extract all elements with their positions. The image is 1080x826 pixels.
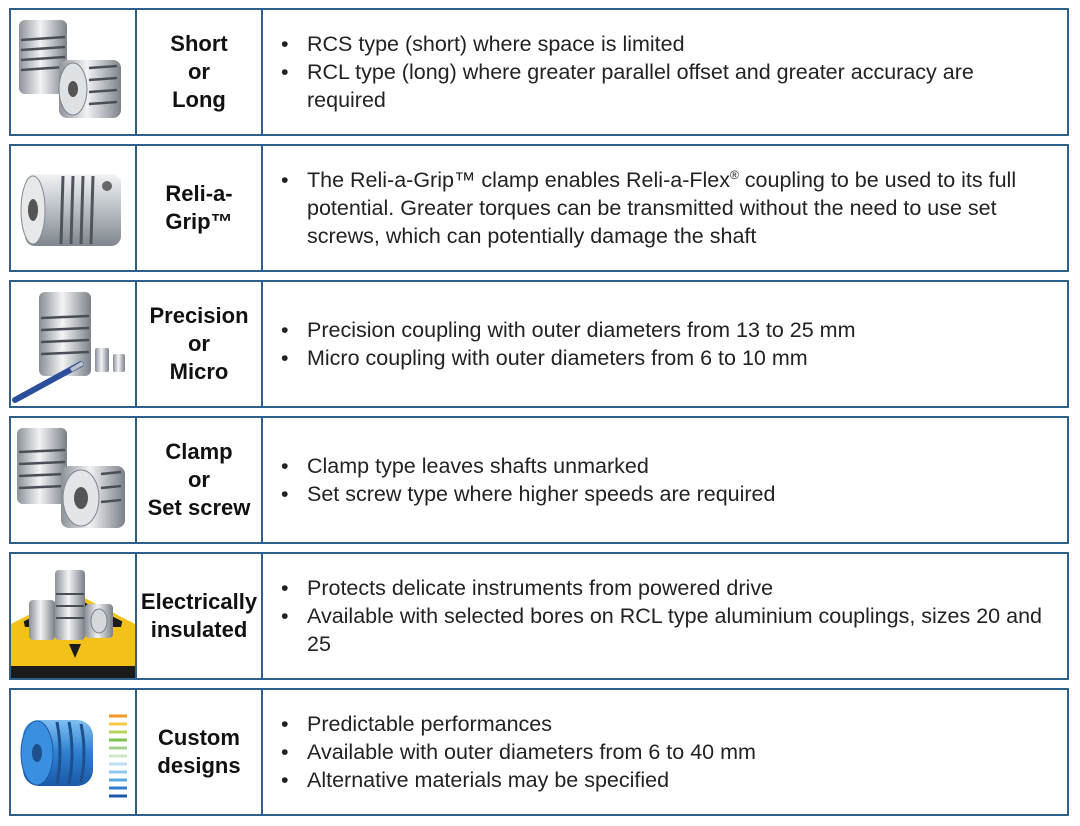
- bullet-item: • Precision coupling with outer diameters from 13 to 25 mm: [281, 316, 856, 344]
- row-title: Custom designs: [137, 690, 263, 814]
- row-title: Precision or Micro: [137, 282, 263, 406]
- row-description: [263, 146, 1067, 270]
- row-description: [263, 418, 1067, 542]
- row-title: Clamp or Set screw: [137, 418, 263, 542]
- row-description: [263, 10, 1067, 134]
- row-description: [263, 282, 1067, 406]
- clamp-setscrew-couplings-icon: [11, 418, 137, 542]
- bullet-item: • RCS type (short) where space is limited: [281, 30, 1057, 58]
- bullet-item: • Predictable performances: [281, 710, 756, 738]
- bullet-item: • Clamp type leaves shafts unmarked: [281, 452, 775, 480]
- bullet-item: • Available with selected bores on RCL type aluminium couplings, sizes 20 and 25: [281, 602, 1057, 658]
- row-electrically-insulated: [9, 552, 1069, 680]
- bullet-item: • Alternative materials may be specified: [281, 766, 756, 794]
- blue-custom-coupling-icon: [11, 690, 137, 814]
- row-clamp-or-set-screw: [9, 416, 1069, 544]
- row-title: Reli-a- Grip™: [137, 146, 263, 270]
- precision-micro-couplings-with-pen-icon: [11, 282, 137, 406]
- row-description: [263, 554, 1067, 678]
- row-description: [263, 690, 1067, 814]
- row-short-or-long: [9, 8, 1069, 136]
- bullet-item: • Micro coupling with outer diameters from 6 to 10 mm: [281, 344, 856, 372]
- row-title: Short or Long: [137, 10, 263, 134]
- row-precision-or-micro: [9, 280, 1069, 408]
- two-couplings-short-long-icon: [11, 10, 137, 134]
- bullet-item: • Available with outer diameters from 6 to 40 mm: [281, 738, 756, 766]
- bullet-item: • Set screw type where higher speeds are required: [281, 480, 775, 508]
- row-reli-a-grip: [9, 144, 1069, 272]
- bullet-item: • RCL type (long) where greater parallel offset and greater accuracy are required: [281, 58, 1057, 114]
- row-custom-designs: [9, 688, 1069, 816]
- clamp-coupling-icon: [11, 146, 137, 270]
- bullet-item: • The Reli-a-Grip™ clamp enables Reli-a-Flex® coupling to be used to its full potential. Greater torques can be transmitted without the need to use set screws, which can potentially damage the shaft: [281, 166, 1057, 250]
- row-title: Electrically insulated: [137, 554, 263, 678]
- insulated-couplings-warning-sign-icon: [11, 554, 137, 678]
- bullet-item: • Protects delicate instruments from powered drive: [281, 574, 1057, 602]
